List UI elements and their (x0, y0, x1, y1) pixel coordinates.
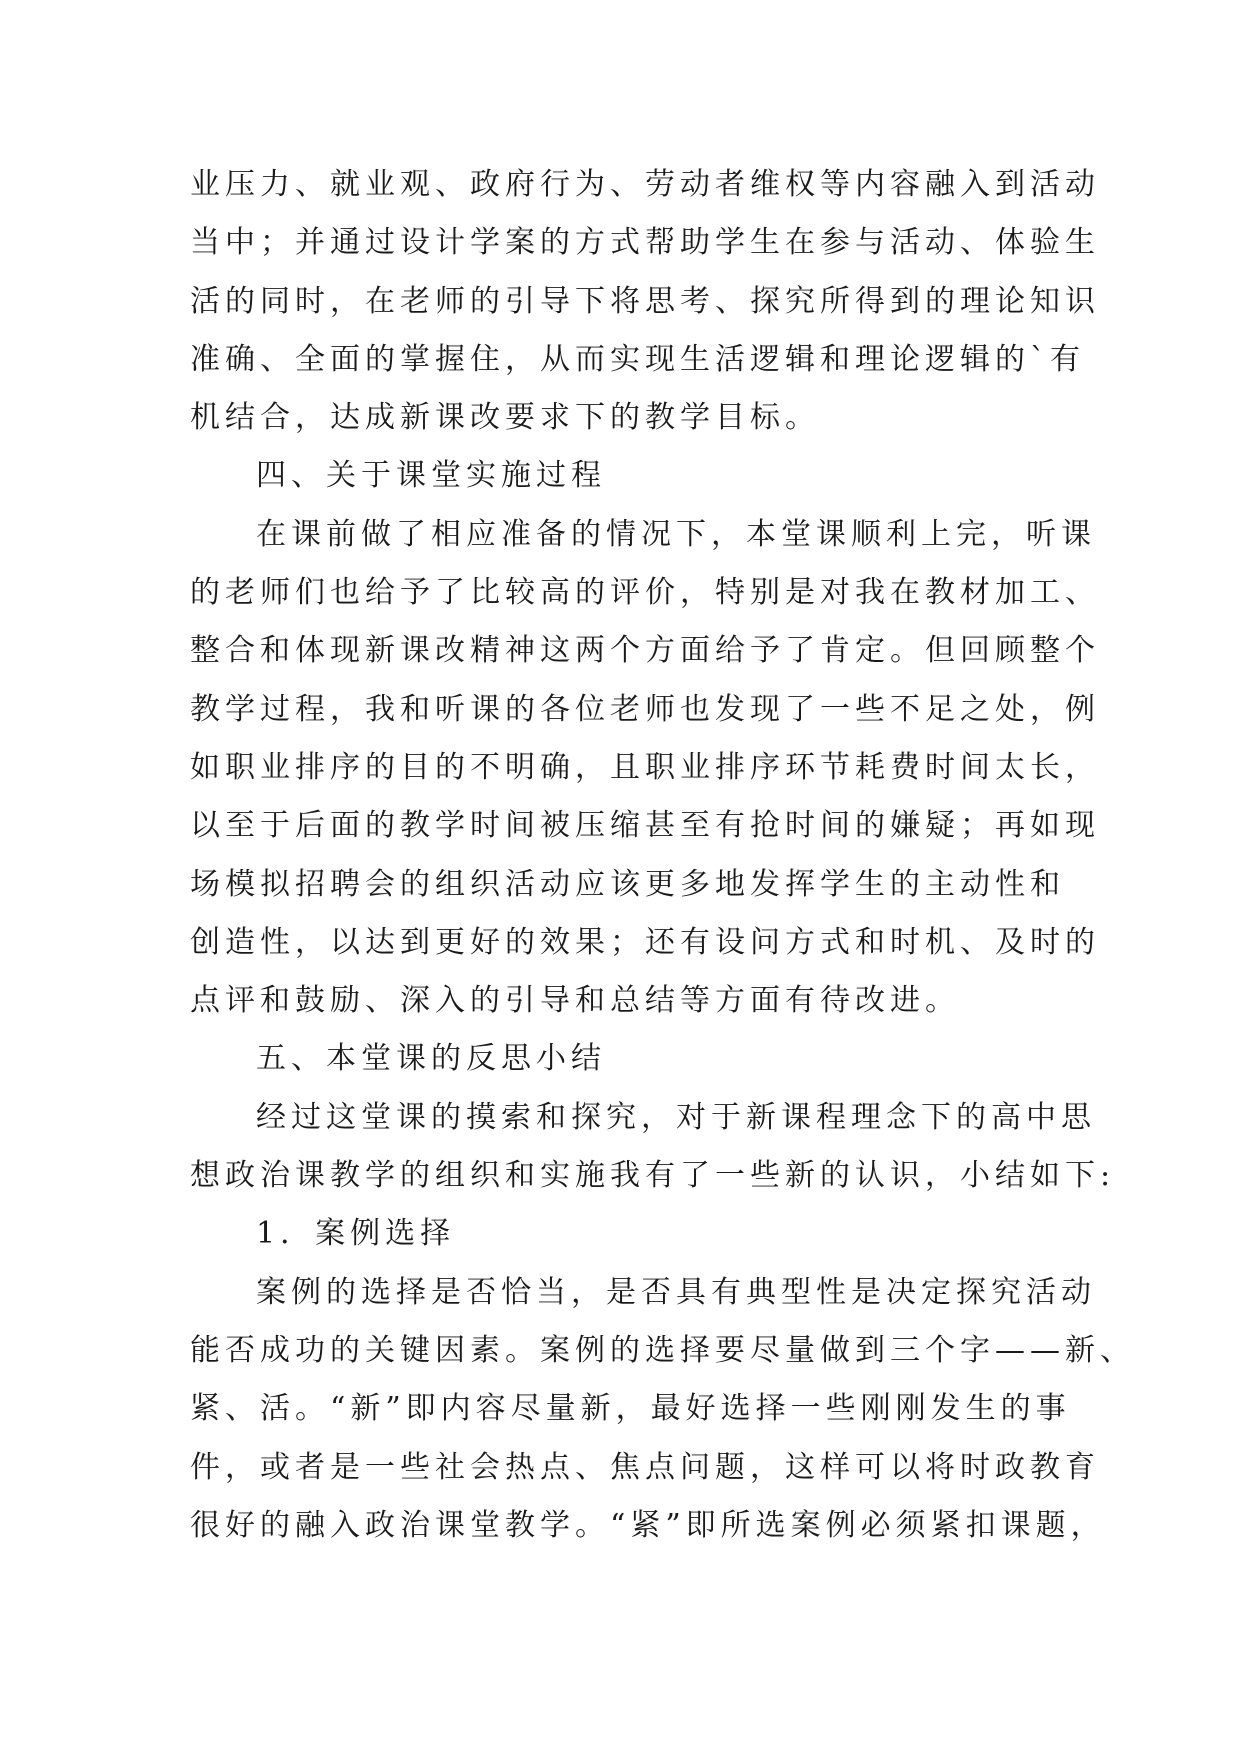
text-line: 业压力、就业观、政府行为、劳动者维权等内容融入到活动 (190, 167, 1100, 202)
text-line: 很好的融入政治课堂教学。“紧”即所选案例必须紧扣课题， (190, 1507, 1106, 1543)
section-heading: 五、本堂课的反思小结 (256, 1041, 606, 1077)
text-line: 紧、活。“新”即内容尽量新，最好选择一些刚刚发生的事 (190, 1391, 1071, 1427)
text-line: 点评和鼓励、深入的引导和总结等方面有待改进。 (190, 983, 960, 1019)
text-line: 如职业排序的目的不明确，且职业排序环节耗费时间太长， (190, 749, 1100, 785)
text-line: 创造性，以达到更好的效果；还有设问方式和时机、及时的 (190, 924, 1100, 960)
text-line: 场模拟招聘会的组织活动应该更多地发挥学生的主动性和 (190, 866, 1065, 902)
subsection-heading: 1．案例选择 (256, 1216, 456, 1252)
text-line: 准确、全面的掌握住，从而实现生活逻辑和理论逻辑的`有 (190, 341, 1085, 377)
text-line: 当中；并通过设计学案的方式帮助学生在参与活动、体验生 (190, 225, 1100, 261)
text-line: 教学过程，我和听课的各位老师也发现了一些不足之处，例 (190, 691, 1100, 727)
text-line: 想政治课教学的组织和实施我有了一些新的认识，小结如下: (190, 1158, 1116, 1194)
section-heading: 四、关于课堂实施过程 (256, 458, 606, 494)
text-line: 机结合，达成新课改要求下的教学目标。 (190, 400, 820, 436)
text-line: 在课前做了相应准备的情况下，本堂课顺利上完，听课 (256, 516, 1096, 552)
document-body (190, 156, 1135, 1555)
text-line: 以至于后面的教学时间被压缩甚至有抢时间的嫌疑；再如现 (190, 808, 1100, 844)
text-line: 整合和体现新课改精神这两个方面给予了肯定。但回顾整个 (190, 633, 1100, 669)
text-line: 能否成功的关键因素。案例的选择要尽量做到三个字——新、 (190, 1332, 1135, 1368)
text-line: 案例的选择是否恰当，是否具有典型性是决定探究活动 (256, 1274, 1096, 1310)
text-line: 经过这堂课的摸索和探究，对于新课程理念下的高中思 (256, 1099, 1096, 1135)
text-line: 活的同时，在老师的引导下将思考、探究所得到的理论知识 (190, 283, 1100, 319)
text-line: 的老师们也给予了比较高的评价，特别是对我在教材加工、 (190, 575, 1100, 611)
text-line: 件，或者是一些社会热点、焦点问题，这样可以将时政教育 (190, 1449, 1100, 1485)
